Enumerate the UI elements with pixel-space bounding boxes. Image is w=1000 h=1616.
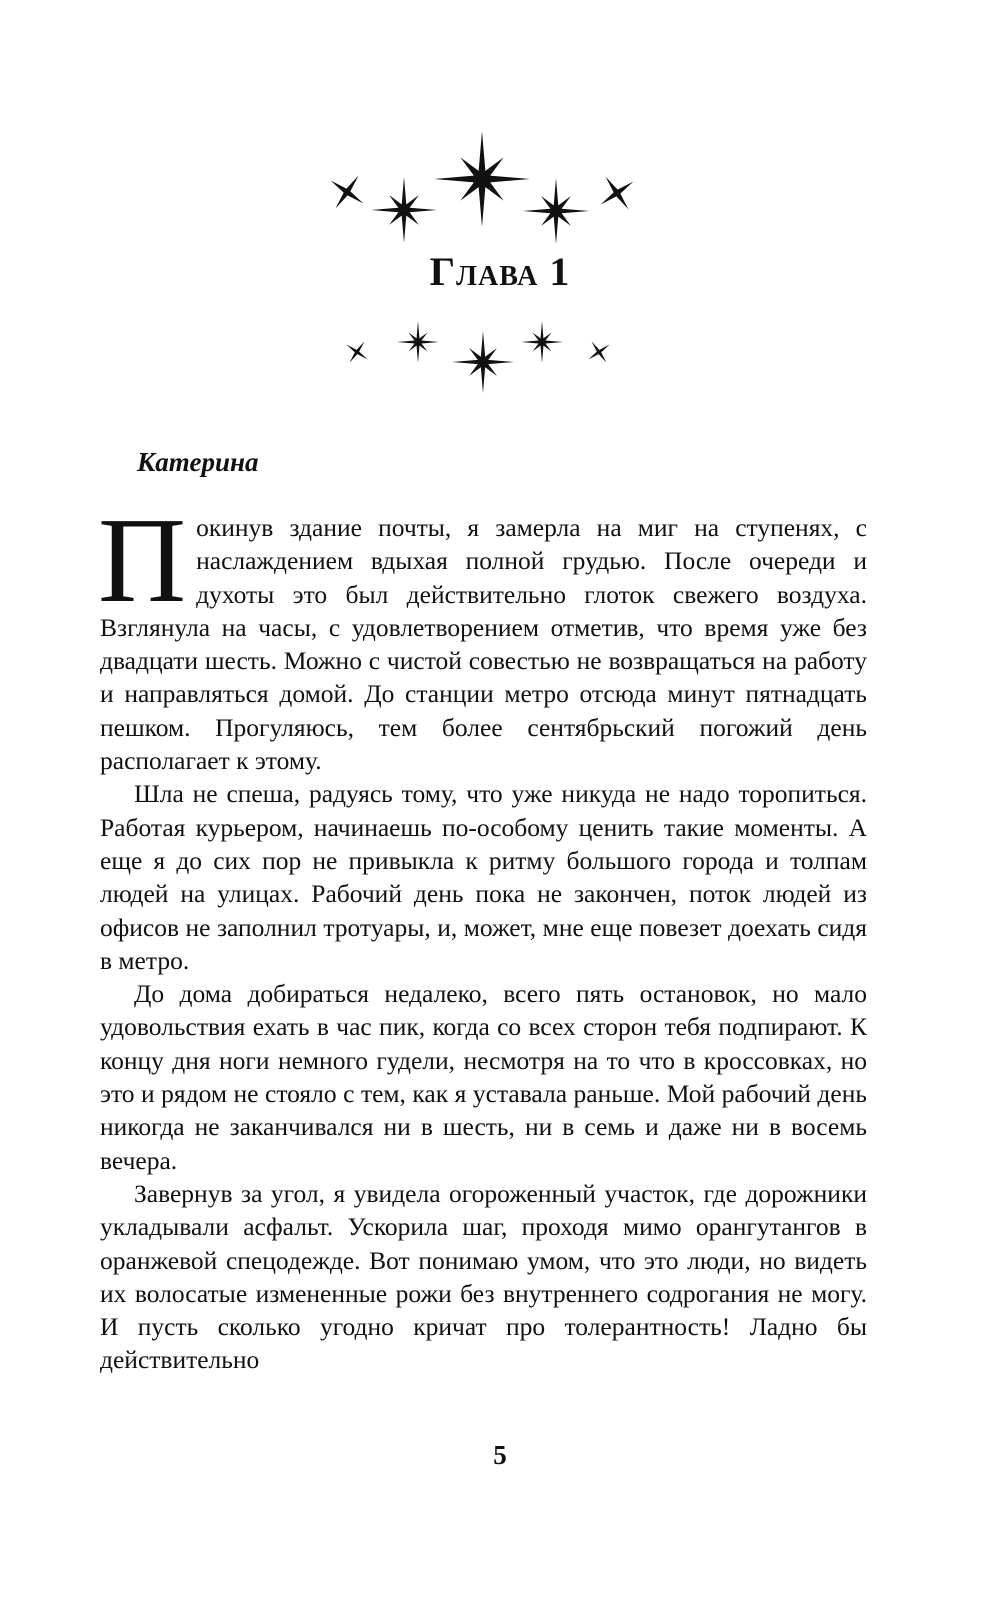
star-icon [371, 177, 437, 243]
section-character-name: Катерина [137, 447, 259, 477]
star-icon [339, 334, 375, 370]
star-icon [434, 131, 530, 227]
star-icon [521, 321, 563, 363]
paragraph: Завернув за угол, я увидела огороженный участок, где дорожники укладывали асфальт. Ускорила шаг, проходя мимо орангутангов в оранжевой спецодежде. Вот понимаю умом, что это люди, но видеть их волосатые измененные рожи без внутреннего содрогания не могу. И пусть сколько угодно кричат про толерантность! Ладно бы действительно [100, 1178, 867, 1375]
star-icon [452, 331, 514, 393]
chapter-title: Глава 1 [429, 249, 571, 294]
stars-ornament-icon [0, 0, 1000, 420]
paragraph-text: окинув здание почты, я замерла на миг на ступенях, с наслаждением вдыхая полной грудью. После очереди и духоты это был действительно глоток свежего воздуха. Взглянула на часы, с удовлетворением отметив, что время уже без двадцати шесть. Можно с чистой совестью не возвращаться на работу и направляться домой. До станции метро отсюда минут пятнадцать пешком. Прогуляюсь, тем более сентябрьский погожий день располагает к этому. [100, 513, 867, 776]
star-icon [523, 178, 589, 244]
star-icon [589, 165, 645, 221]
star-icon [397, 321, 439, 363]
chapter-body [98, 493, 867, 1377]
paragraph [98, 493, 867, 777]
drop-cap: П [98, 493, 187, 628]
star-icon [319, 164, 375, 220]
star-icon [581, 334, 617, 370]
page-number: 5 [493, 1440, 507, 1470]
paragraph: Шла не спеша, радуясь тому, что уже никуда не надо торопиться. Работая курьером, начинаешь по-особому ценить такие моменты. А еще я до сих пор не привыкла к ритму большого города и толпам людей на улицах. Рабочий день пока не закончен, поток людей из офисов не заполнил тротуары, и, может, мне еще повезет доехать сидя в метро. [100, 779, 867, 975]
paragraph: До дома добираться недалеко, всего пять остановок, но мало удовольствия ехать в час пик, когда со всех сторон тебя подпирают. К концу дня ноги немного гудели, несмотря на то что в кроссовках, но это и рядом не стояло с тем, как я уставала раньше. Мой рабочий день никогда не заканчивался ни в шесть, ни в семь и даже ни в восемь вечера. [100, 979, 867, 1175]
